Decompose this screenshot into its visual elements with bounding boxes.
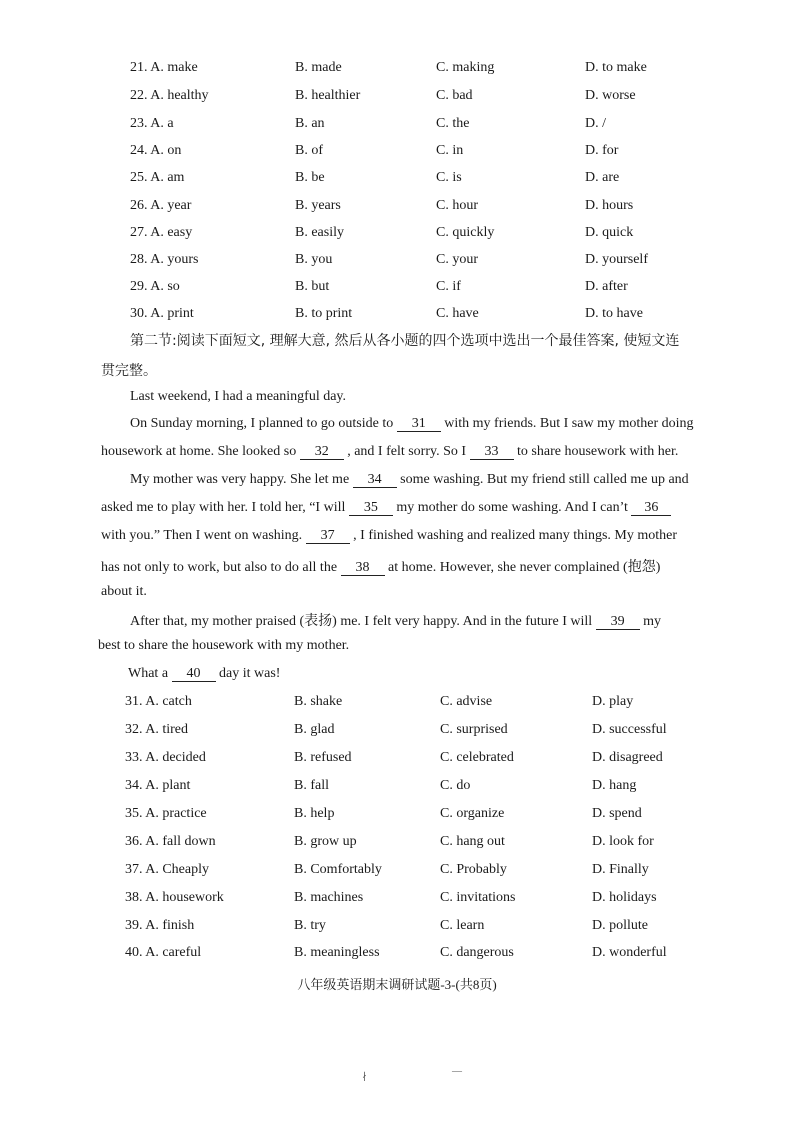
option-d: D. for	[585, 143, 619, 158]
passage-text: to share housework with her.	[517, 444, 679, 459]
question-row	[0, 116, 794, 136]
question-row	[0, 694, 794, 714]
passage-line	[130, 610, 661, 630]
option-d: D. hours	[585, 198, 634, 213]
scan-mark: —	[452, 1066, 462, 1077]
passage-line	[128, 666, 280, 682]
passage-line: Last weekend, I had a meaningful day.	[130, 389, 347, 404]
option-a: 37. A. Cheaply	[125, 862, 209, 877]
option-d: D. hang	[592, 778, 637, 793]
option-a: 34. A. plant	[125, 778, 191, 793]
blank-32: 32	[300, 444, 344, 460]
option-c: C. your	[436, 252, 478, 267]
option-a: 26. A. year	[130, 198, 192, 213]
blank-37: 37	[306, 528, 350, 544]
section-heading-cont: 贯完整。	[101, 363, 157, 379]
option-c: C. hang out	[440, 834, 505, 849]
question-row	[0, 834, 794, 854]
option-a: 30. A. print	[130, 306, 194, 321]
option-d: D. play	[592, 694, 634, 709]
blank-31: 31	[397, 416, 441, 432]
option-d: D. /	[585, 116, 606, 131]
option-b: B. be	[295, 170, 325, 185]
option-b: B. grow up	[294, 834, 357, 849]
option-c: C. in	[436, 143, 464, 158]
option-d: D. after	[585, 279, 628, 294]
passage-line	[101, 528, 677, 544]
option-a: 27. A. easy	[130, 225, 193, 240]
option-d: D. wonderful	[592, 945, 667, 960]
question-row	[0, 722, 794, 742]
option-a: 31. A. catch	[125, 694, 192, 709]
question-row	[0, 88, 794, 108]
option-d: D. spend	[592, 806, 642, 821]
option-a: 24. A. on	[130, 143, 182, 158]
option-b: B. an	[295, 116, 325, 131]
page-footer: 八年级英语期末调研试题-3-(共8页)	[297, 977, 497, 992]
option-d: D. Finally	[592, 862, 649, 877]
question-row	[0, 862, 794, 882]
passage-text: some washing. But my friend still called me up and	[400, 472, 689, 487]
passage-text: day it was!	[219, 666, 281, 681]
passage-text: at home. However, she never complained (抱怨)	[388, 560, 661, 575]
scan-mark: ∤	[362, 1072, 367, 1083]
option-a: 29. A. so	[130, 279, 180, 294]
option-c: C. do	[440, 778, 471, 793]
option-c: C. celebrated	[440, 750, 514, 765]
option-d: D. look for	[592, 834, 654, 849]
question-row	[0, 225, 794, 245]
option-c: C. if	[436, 279, 461, 294]
blank-39: 39	[596, 614, 640, 630]
blank-35: 35	[349, 500, 393, 516]
option-d: D. holidays	[592, 890, 657, 905]
blank-36: 36	[631, 500, 671, 516]
passage-text: my	[643, 614, 662, 629]
option-d: D. pollute	[592, 918, 648, 933]
passage-line: best to share the housework with my mother.	[98, 638, 350, 653]
option-b: B. you	[295, 252, 333, 267]
passage-text: my mother do some washing. And I can’t	[396, 500, 628, 515]
question-row	[0, 806, 794, 826]
option-a: 39. A. finish	[125, 918, 195, 933]
option-a: 35. A. practice	[125, 806, 207, 821]
question-row	[0, 890, 794, 910]
option-d: D. disagreed	[592, 750, 663, 765]
option-b: B. of	[295, 143, 323, 158]
option-c: C. Probably	[440, 862, 507, 877]
passage-text: What a	[128, 666, 169, 681]
blank-34: 34	[353, 472, 397, 488]
question-row	[0, 918, 794, 938]
option-b: B. made	[295, 60, 342, 75]
question-row	[0, 60, 794, 80]
passage-text: asked me to play with her. I told her, “I will	[101, 500, 346, 515]
option-a: 36. A. fall down	[125, 834, 216, 849]
passage-line	[101, 500, 671, 516]
question-row	[0, 945, 794, 965]
passage-text: housework at home. She looked so	[101, 444, 297, 459]
option-b: B. machines	[294, 890, 364, 905]
option-c: C. is	[436, 170, 462, 185]
passage-text: , I finished washing and realized many things. My mother	[353, 528, 678, 543]
blank-33: 33	[470, 444, 514, 460]
option-c: C. making	[436, 60, 495, 75]
option-b: B. meaningless	[294, 945, 380, 960]
passage-text: with my friends. But I saw my mother doing	[444, 416, 694, 431]
passage-text: My mother was very happy. She let me	[130, 472, 350, 487]
option-d: D. to make	[585, 60, 647, 75]
option-c: C. quickly	[436, 225, 495, 240]
option-d: D. yourself	[585, 252, 648, 267]
option-b: B. to print	[295, 306, 353, 321]
option-c: C. bad	[436, 88, 473, 103]
option-c: C. learn	[440, 918, 485, 933]
option-b: B. years	[295, 198, 341, 213]
question-row	[0, 778, 794, 798]
option-d: D. worse	[585, 88, 636, 103]
option-c: C. have	[436, 306, 479, 321]
passage-line	[101, 556, 660, 576]
option-d: D. to have	[585, 306, 643, 321]
question-row	[0, 252, 794, 272]
option-c: C. organize	[440, 806, 505, 821]
option-a: 38. A. housework	[125, 890, 224, 905]
option-a: 23. A. a	[130, 116, 174, 131]
question-row	[0, 143, 794, 163]
passage-line	[130, 472, 689, 488]
option-a: 28. A. yours	[130, 252, 199, 267]
option-c: C. the	[436, 116, 470, 131]
option-b: B. refused	[294, 750, 352, 765]
option-c: C. invitations	[440, 890, 516, 905]
option-d: D. quick	[585, 225, 634, 240]
option-b: B. shake	[294, 694, 343, 709]
option-d: D. are	[585, 170, 620, 185]
option-b: B. fall	[294, 778, 329, 793]
question-row	[0, 750, 794, 770]
passage-text: has not only to work, but also to do all the	[101, 560, 338, 575]
blank-38: 38	[341, 560, 385, 576]
option-a: 22. A. healthy	[130, 88, 209, 103]
option-b: B. but	[295, 279, 330, 294]
option-d: D. successful	[592, 722, 667, 737]
passage-line	[130, 416, 694, 432]
passage-text: On Sunday morning, I planned to go outside to	[130, 416, 394, 431]
option-a: 21. A. make	[130, 60, 198, 75]
option-c: C. advise	[440, 694, 493, 709]
passage-line	[101, 444, 678, 460]
option-a: 25. A. am	[130, 170, 185, 185]
option-c: C. dangerous	[440, 945, 514, 960]
option-c: C. surprised	[440, 722, 508, 737]
section-heading: 第二节:阅读下面短文, 理解大意, 然后从各小题的四个选项中选出一个最佳答案, 使短文连	[130, 333, 680, 349]
question-row	[0, 198, 794, 218]
question-row	[0, 306, 794, 326]
option-b: B. healthier	[295, 88, 361, 103]
option-b: B. easily	[295, 225, 344, 240]
passage-text: , and I felt sorry. So I	[347, 444, 467, 459]
option-c: C. hour	[436, 198, 478, 213]
blank-40: 40	[172, 666, 216, 682]
option-a: 40. A. careful	[125, 945, 202, 960]
option-b: B. try	[294, 918, 326, 933]
option-b: B. glad	[294, 722, 335, 737]
question-row	[0, 279, 794, 299]
passage-text: with you.” Then I went on washing.	[101, 528, 303, 543]
passage-text: After that, my mother praised (表扬) me. I felt very happy. And in the future I will	[130, 614, 593, 629]
option-b: B. help	[294, 806, 335, 821]
option-a: 33. A. decided	[125, 750, 206, 765]
passage-line: about it.	[101, 584, 147, 599]
option-b: B. Comfortably	[294, 862, 382, 877]
question-row	[0, 170, 794, 190]
option-a: 32. A. tired	[125, 722, 188, 737]
